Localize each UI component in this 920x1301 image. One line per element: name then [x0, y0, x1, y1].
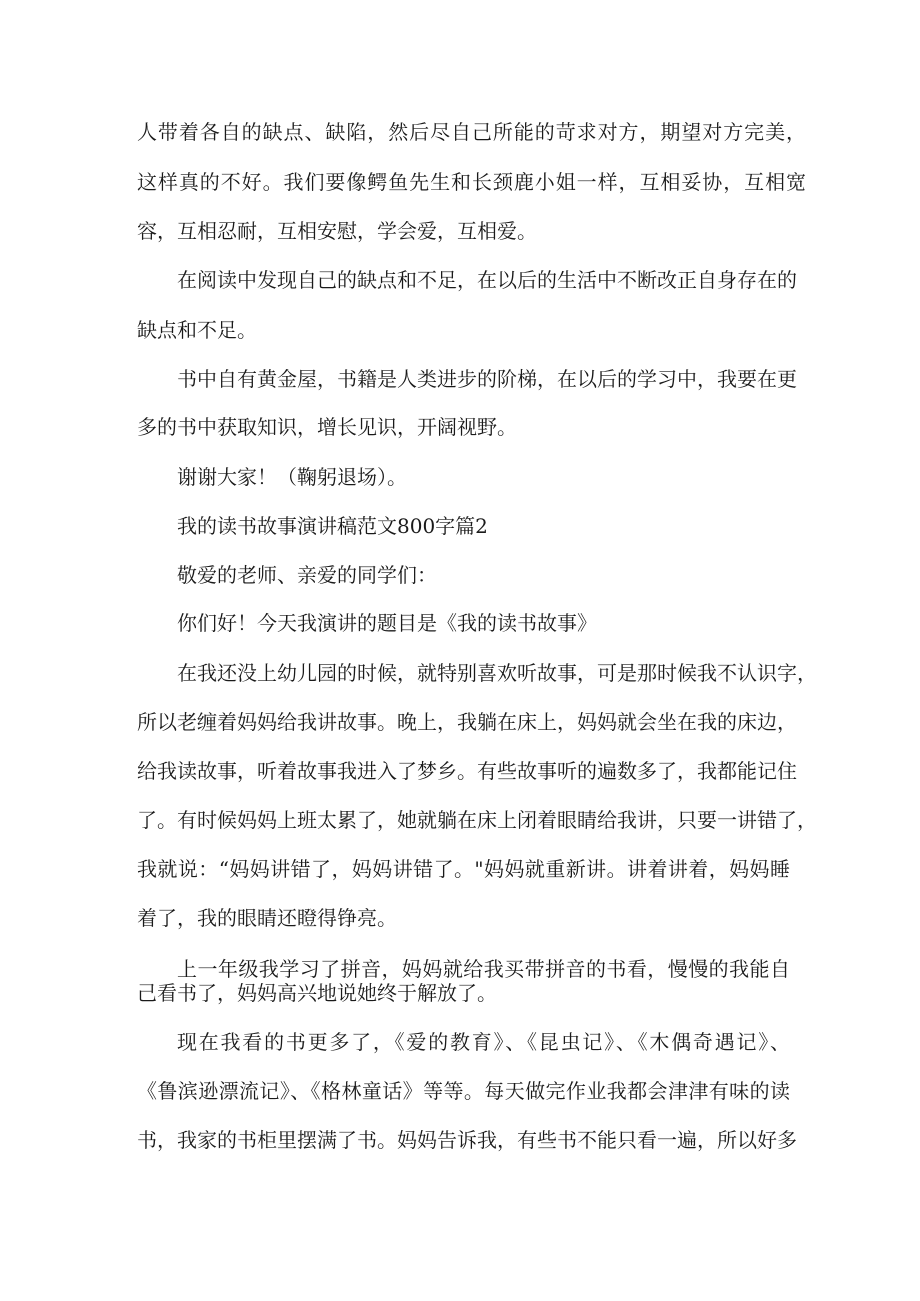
text-line: 书，我家的书柜里摆满了书。妈妈告诉我，有些书不能只看一遍，所以好多: [137, 1128, 797, 1152]
text-line: 书中自有黄金屋，书籍是人类进步的阶梯，在以后的学习中，我要在更: [177, 367, 797, 391]
text-line: 容，互相忍耐，互相安慰，学会爱，互相爱。: [137, 219, 537, 243]
text-line: 所以老缠着妈妈给我讲故事。晚上，我躺在床上，妈妈就会坐在我的床边，: [137, 710, 797, 734]
text-line: 给我读故事，听着故事我进入了梦乡。有些故事听的遍数多了，我都能记住: [137, 759, 797, 783]
text-line: 谢谢大家！（鞠躬退场）。: [177, 465, 407, 489]
text-line: 现在我看的书更多了，《爱的教育》、《昆虫记》、《木偶奇遇记》、: [177, 1030, 790, 1054]
text-line: 了。有时候妈妈上班太累了，她就躺在床上闭着眼睛给我讲，只要一讲错了，: [137, 808, 817, 832]
text-line: 多的书中获取知识，增长见识，开阔视野。: [137, 415, 517, 439]
text-line: 己看书了，妈妈高兴地说她终于解放了。: [137, 981, 497, 1005]
text-line: 敬爱的老师、亲爱的同学们：: [177, 563, 437, 587]
text-line: 《鲁滨逊漂流记》、《格林童话》等等。每天做完作业我都会津津有味的读: [137, 1079, 790, 1103]
text-line: 这样真的不好。我们要像鳄鱼先生和长颈鹿小姐一样，互相妥协，互相宽: [137, 170, 806, 194]
text-line: 在阅读中发现自己的缺点和不足，在以后的生活中不断改正自身存在的: [177, 268, 797, 292]
text-line: 我就说：“妈妈讲错了，妈妈讲错了。"妈妈就重新讲。讲着讲着，妈妈睡: [137, 857, 790, 881]
text-line: 上一年级我学习了拼音，妈妈就给我买带拼音的书看，慢慢的我能自: [177, 957, 790, 981]
text-line: 你们好！今天我演讲的题目是《我的读书故事》: [177, 611, 597, 635]
section-heading: 我的读书故事演讲稿范文800字篇2: [177, 514, 488, 538]
text-line: 人带着各自的缺点、缺陷，然后尽自己所能的苛求对方，期望对方完美，: [137, 120, 806, 144]
text-line: 在我还没上幼儿园的时候，就特别喜欢听故事，可是那时候我不认识字，: [177, 661, 817, 685]
text-line: 着了，我的眼睛还瞪得铮亮。: [137, 906, 397, 930]
text-line: 缺点和不足。: [137, 318, 257, 342]
